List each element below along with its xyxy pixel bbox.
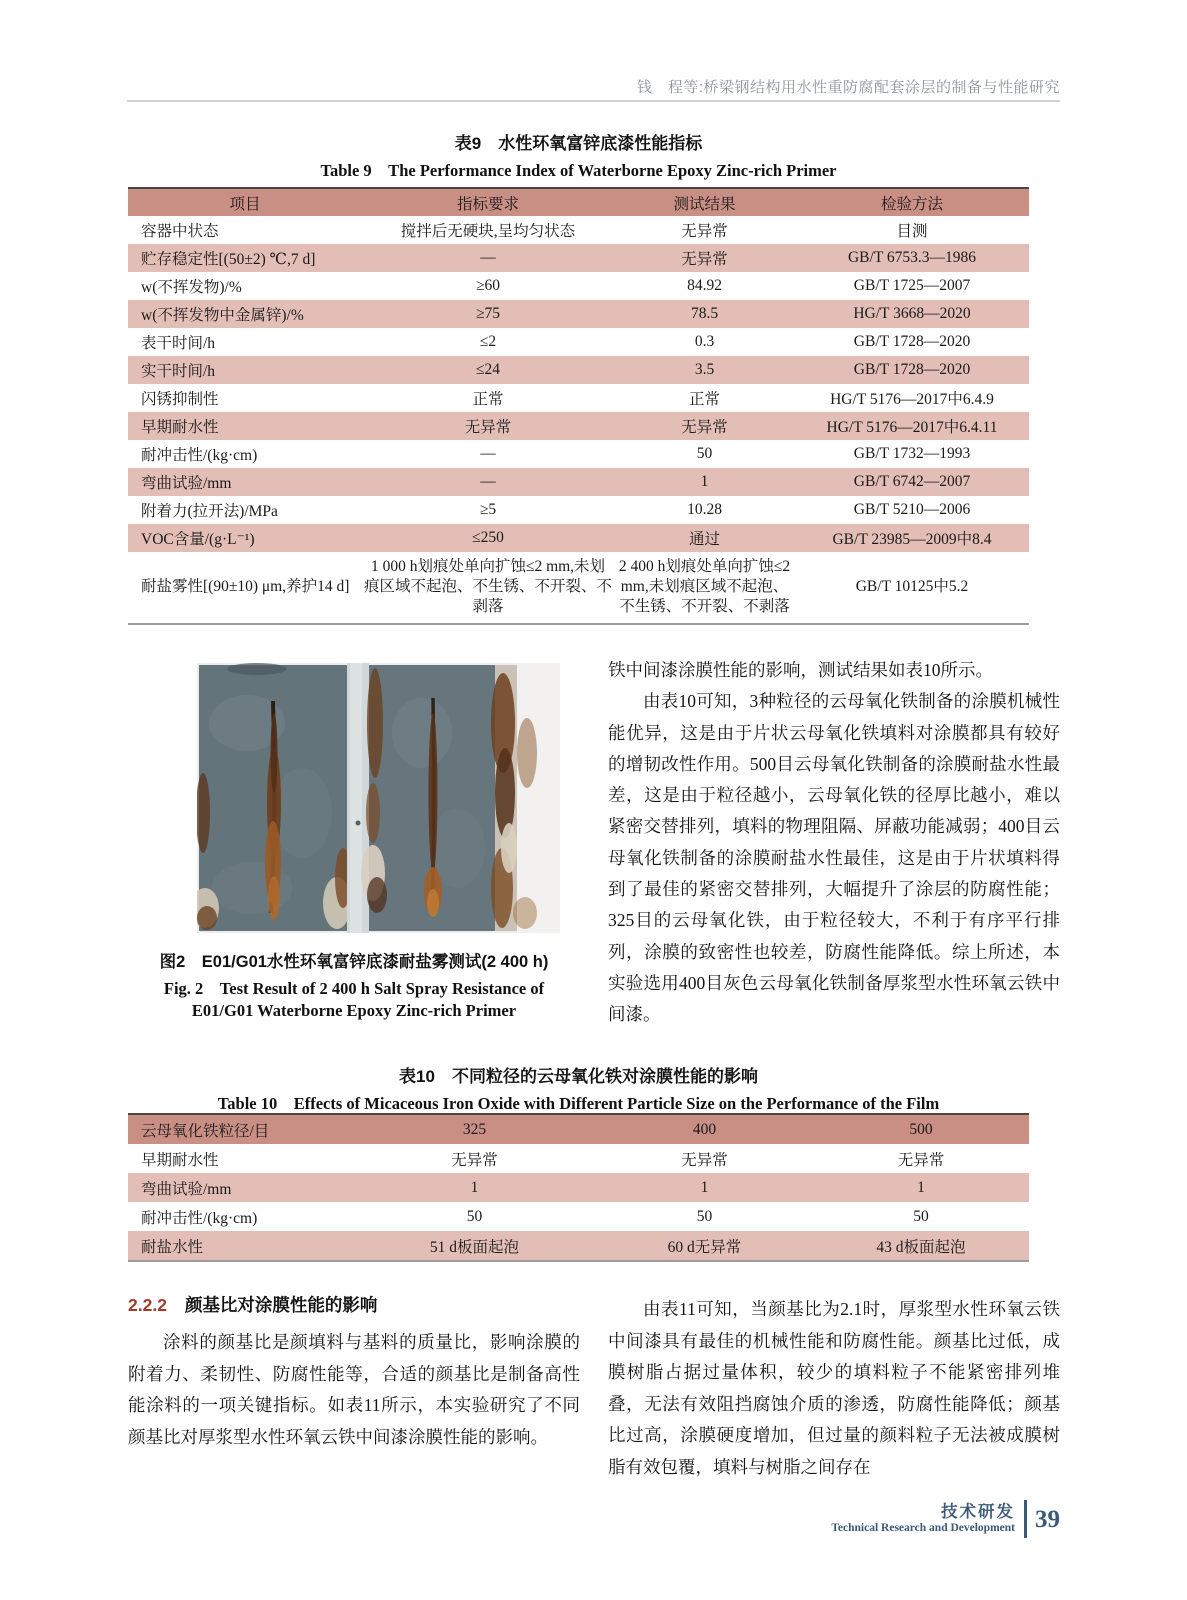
table-cell: 60 d无异常 [596, 1231, 813, 1261]
table10-title-en: Table 10 Effects of Micaceous Iron Oxide with Different Particle Size on the Performance of the Film [217, 1094, 940, 1113]
right-column-bottom-text [608, 1294, 1060, 1483]
table-cell: HG/T 5176—2017中6.4.11 [795, 412, 1029, 440]
table-cell: 耐冲击性/(kg·cm) [141, 447, 258, 464]
table-cell: 正常 [688, 391, 720, 408]
table-row [128, 468, 1029, 496]
table-cell: GB/T 1728—2020 [795, 356, 1029, 384]
footer-divider-bar [1024, 1500, 1027, 1538]
table-cell: 无异常 [614, 244, 795, 272]
table-cell: 1 [353, 1173, 596, 1202]
table-cell: 1 [614, 468, 795, 496]
table-cell: GB/T 1728—2020 [853, 333, 971, 350]
page-footer [127, 1500, 1060, 1538]
table-header-cell: 指标要求 [362, 188, 614, 216]
table-cell: w(不挥发物)/% [141, 279, 242, 296]
table-cell: 早期耐水性 [141, 1151, 219, 1169]
salt-spray-panels-illustration [197, 663, 560, 933]
table-cell: ≥75 [362, 300, 614, 328]
table-header-cell: 测试结果 [614, 188, 795, 216]
table-cell: 1 [596, 1173, 813, 1202]
table-cell: 弯曲试验/mm [128, 1173, 353, 1202]
table-cell: 表干时间/h [141, 335, 216, 352]
table-row [128, 300, 1029, 328]
table-row [128, 412, 1029, 440]
right-column-top-text [608, 655, 1060, 1031]
table-cell: 耐盐雾性[(90±10) μm,养护14 d] [141, 578, 350, 595]
table10 [128, 1113, 1029, 1262]
table-cell: 1 000 h划痕处单向扩蚀≤2 mm,未划痕区域不起泡、不生锈、不开裂、不剥落 [364, 558, 613, 615]
running-head: 钱 程等:桥梁钢结构用水性重防腐配套涂层的制备与性能研究 [636, 79, 1060, 96]
table-cell: ≤250 [362, 524, 614, 552]
figure2-image [197, 663, 560, 933]
table-cell: GB/T 6753.3—1986 [795, 244, 1029, 272]
table-cell: ≤24 [362, 356, 614, 384]
table-row [128, 384, 1029, 412]
table10-title-cn: 表10 不同粒径的云母氧化铁对涂膜性能的影响 [399, 1067, 758, 1086]
table-row [128, 356, 1029, 384]
table9-title-cn: 表9 水性环氧富锌底漆性能指标 [454, 134, 703, 153]
table-header-row [128, 188, 1029, 216]
table-cell: 10.28 [687, 501, 722, 518]
figure2-caption-cn: 图2 E01/G01水性环氧富锌底漆耐盐雾测试(2 400 h) [159, 953, 549, 971]
table-cell: GB/T 6742—2007 [795, 468, 1029, 496]
table-cell: w(不挥发物中金属锌)/% [128, 300, 362, 328]
table-row [128, 440, 1029, 468]
table-cell: 0.3 [694, 333, 715, 350]
table-cell: 50 [696, 445, 713, 462]
table-cell: 2 400 h划痕处单向扩蚀≤2 mm,未划痕区域不起泡、不生锈、不开裂、不剥落 [618, 558, 791, 615]
table-cell: 43 d板面起泡 [813, 1231, 1029, 1261]
table-header-cell: 检验方法 [795, 188, 1029, 216]
figure2-caption-en-line2: E01/G01 Waterborne Epoxy Zinc-rich Primer [191, 1001, 517, 1020]
table-cell: 早期耐水性 [128, 412, 362, 440]
table-cell: — [480, 445, 496, 462]
table-row [128, 328, 1029, 356]
table-cell: 84.92 [687, 277, 722, 294]
section-title: 颜基比对涂膜性能的影响 [184, 1295, 378, 1315]
footer-page-number: 39 [1035, 1506, 1060, 1533]
table9 [128, 187, 1029, 625]
table-cell: 1 [813, 1173, 1029, 1202]
paragraph: 涂料的颜基比是颜填料与基料的质量比，影响涂膜的附着力、柔韧性、防腐性能等，合适的颜基比是制备高性能涂料的一项关键指标。如表11所示，本实验研究了不同颜基比对厚浆型水性环氧云铁中间漆涂膜性能的影响。 [128, 1332, 580, 1447]
table-header-cell: 项目 [128, 188, 362, 216]
table-cell: 无异常 [614, 412, 795, 440]
footer-section-cn: 技术研发 [941, 1503, 1015, 1521]
table-row [128, 1202, 1029, 1231]
table-cell: GB/T 23985—2009中8.4 [795, 524, 1029, 552]
table-row [128, 1231, 1029, 1261]
table-cell: — [362, 244, 614, 272]
table-cell: 附着力(拉开法)/MPa [141, 503, 278, 520]
table-row [128, 1144, 1029, 1173]
table-cell: 目测 [896, 223, 928, 240]
table-cell: 通过 [614, 524, 795, 552]
table-cell: 实干时间/h [128, 356, 362, 384]
table-cell: 51 d板面起泡 [353, 1231, 596, 1261]
table-cell: 耐盐水性 [128, 1231, 353, 1261]
table-cell: 无异常 [897, 1151, 945, 1169]
table-row [128, 244, 1029, 272]
table-cell: 无异常 [451, 1151, 498, 1169]
table-cell: VOC含量/(g·L⁻¹) [128, 524, 362, 552]
left-column-bottom-text [128, 1327, 580, 1453]
table-header-row [128, 1114, 1029, 1144]
table-cell: 50 [913, 1207, 929, 1225]
table-cell: 正常 [472, 391, 504, 408]
table-cell: GB/T 1725—2007 [853, 277, 971, 294]
table-cell: 耐冲击性/(kg·cm) [141, 1209, 258, 1227]
table-header-cell: 云母氧化铁粒径/目 [128, 1114, 353, 1144]
table-row [128, 524, 1029, 552]
table-row [128, 496, 1029, 524]
footer-section-labels [831, 1503, 1015, 1538]
paragraph: 由表11可知，当颜基比为2.1时，厚浆型水性环氧云铁中间漆具有最佳的机械性能和防腐性能。颜基比过低，成膜树脂占据过量体积，较少的填料粒子不能紧密排列堆叠，无法有效阻挡腐蚀介质的渗透，防腐性能降低；颜基比过高，涂膜硬度增加，但过量的颜料粒子无法被成膜树脂有效包覆，填料与树脂之间存在 [608, 1299, 1060, 1477]
table-cell: ≥60 [475, 277, 500, 294]
table-cell: 无异常 [362, 412, 614, 440]
table-cell: ≥5 [479, 501, 497, 518]
table-header-cell: 325 [353, 1114, 596, 1144]
table-cell: HG/T 3668—2020 [795, 300, 1029, 328]
table-cell: HG/T 5176—2017中6.4.9 [830, 391, 994, 408]
table-cell: 贮存稳定性[(50±2) ℃,7 d] [128, 244, 362, 272]
figure2-caption-en-line1: Fig. 2 Test Result of 2 400 h Salt Spray Resistance of [163, 979, 545, 998]
table-cell: GB/T 1732—1993 [853, 445, 971, 462]
table-cell: GB/T 10125中5.2 [855, 578, 969, 595]
table-cell: 50 [466, 1207, 483, 1225]
table-cell: 无异常 [681, 1151, 728, 1169]
table-cell: 搅拌后无硬块,呈均匀状态 [400, 223, 576, 240]
table-cell: 3.5 [614, 356, 795, 384]
table9-title-en: Table 9 The Performance Index of Waterborne Epoxy Zinc-rich Primer [320, 161, 837, 180]
table-row [128, 552, 1029, 624]
table-row [128, 1173, 1029, 1202]
footer-section-en: Technical Research and Development [831, 1522, 1015, 1534]
table-row [128, 216, 1029, 244]
paragraph: 铁中间漆涂膜性能的影响，测试结果如表10所示。 [608, 660, 993, 680]
table-cell: 容器中状态 [141, 223, 219, 240]
table-cell: 闪锈抑制性 [141, 391, 219, 408]
paragraph: 由表10可知，3种粒径的云母氧化铁制备的涂膜机械性能优异，这是由于片状云母氧化铁填料对涂膜都具有较好的增韧改性作用。500目云母氧化铁制备的涂膜耐盐水性最差，这是由于粒径越小，云母氧化铁的径厚比越小，难以紧密交替排列，填料的物理阻隔、屏蔽功能减弱；400目云母氧化铁制备的涂膜耐盐水性最佳，这是由于片状填料得到了最佳的紧密交替排列，大幅提升了涂层的防腐性能；325目的云母氧化铁，由于粒径较大，不利于有序平行排列，涂膜的致密性也较差，防腐性能降低。综上所述，本实验选用400目灰色云母氧化铁制备厚浆型水性环氧云铁中间漆。 [608, 691, 1060, 1025]
header-rule [127, 100, 1060, 102]
table-cell: — [362, 468, 614, 496]
table-cell: 无异常 [681, 223, 728, 240]
section-2-2-2-heading [128, 1292, 377, 1317]
table-header-cell: 500 [813, 1114, 1029, 1144]
table-header-cell: 400 [596, 1114, 813, 1144]
table-cell: 弯曲试验/mm [128, 468, 362, 496]
section-number: 2.2.2 [128, 1295, 167, 1315]
table-cell: 78.5 [614, 300, 795, 328]
table-cell: 50 [696, 1207, 713, 1225]
table-cell: GB/T 5210—2006 [853, 501, 971, 518]
table-cell: ≤2 [479, 333, 497, 350]
table-row [128, 272, 1029, 300]
